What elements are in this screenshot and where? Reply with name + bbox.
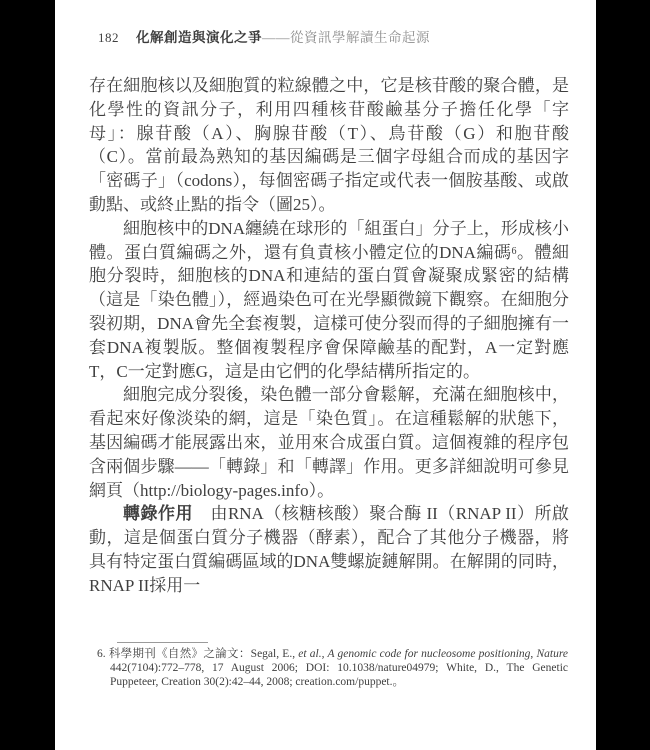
- paragraph-continuation: 存在細胞核以及細胞質的粒線體之中，它是核苷酸的聚合體，是化學性的資訊分子，利用四種核苷酸鹼基分子擔任化學「字母」：腺苷酸（A）、胸腺苷酸（T）、鳥苷酸（G）和胞苷酸（C）。當前最為熟知的基因編碼是三個字母組合而成的基因字「密碼子」（codons），每個密碼子指定或代表一個胺基酸、或啟動點、或終止點的指令（圖25）。: [89, 76, 569, 214]
- footnote-reference-6: 6: [511, 245, 517, 257]
- footnote-text: ,: [530, 648, 537, 660]
- paragraph-text: 由RNA（核糖核酸）聚合酶 II（RNAP II）所啟動，這是個蛋白質分子機器（酵素），配合了其他分子機器，將具有特定蛋白質編碼區域的DNA雙螺旋鏈解開。在解開的同時，RNAP II採用一: [89, 504, 570, 595]
- paragraph-chromatin: 細胞完成分裂後，染色體一部分會鬆解，充滿在細胞核中，看起來好像淡染的網，這是「染色質」。在這種鬆解的狀態下，基因編碼才能展露出來，並用來合成蛋白質。這個複雜的程序包含兩個步驟——「轉錄」和「轉譯」作用。更多詳細說明可參見網頁（http://biology-pages.info）。: [89, 385, 569, 500]
- footnote-text: 6. 科學期刊《自然》之論文：Segal, E.,: [97, 648, 299, 660]
- term-transcription-bold: 轉錄作用: [123, 504, 193, 524]
- footnote-citation: [97, 648, 568, 690]
- paragraph-text: 細胞核中的DNA纏繞在球形的「組蛋白」分子上，形成核小體。蛋白質編碼之外，還有負責核小體定位的DNA編碼: [89, 218, 569, 262]
- paragraph-text: 。體細胞分裂時，細胞核的DNA和連結的蛋白質會凝聚成緊密的結構（這是「染色體」），經過染色可在光學顯微鏡下觀察。在細胞分裂初期，DNA會先全套複製，這樣可使分裂而得的子細胞擁有一套DNA複製版。整個複製程序會保障鹼基的配對，A一定對應T，C一定對應G，這是由它們的化學結構所指定的。: [89, 242, 569, 381]
- footnote-separator-rule: [117, 642, 208, 643]
- footnote-italic-journal: Nature: [536, 648, 568, 660]
- book-subtitle: ——從資訊學解讀生命起源: [262, 30, 430, 45]
- book-page: [55, 0, 596, 750]
- body-text: [89, 74, 569, 598]
- paragraph-nucleosome: [89, 217, 569, 384]
- book-title: 化解創造與演化之爭: [136, 30, 262, 45]
- running-header: [98, 26, 430, 46]
- page-number: 182: [98, 30, 119, 45]
- footnote-text: 442(7104):772–778, 17 August 2006; DOI: 10.1038/nature04979; White, D., The Genetic Puppeteer, Creation 30(2):42–44, 2008; creation.com/puppet.。: [110, 661, 568, 688]
- paragraph-transcription: [89, 502, 569, 597]
- footnote-italic-title: et al., A genomic code for nucleosome positioning: [298, 648, 531, 660]
